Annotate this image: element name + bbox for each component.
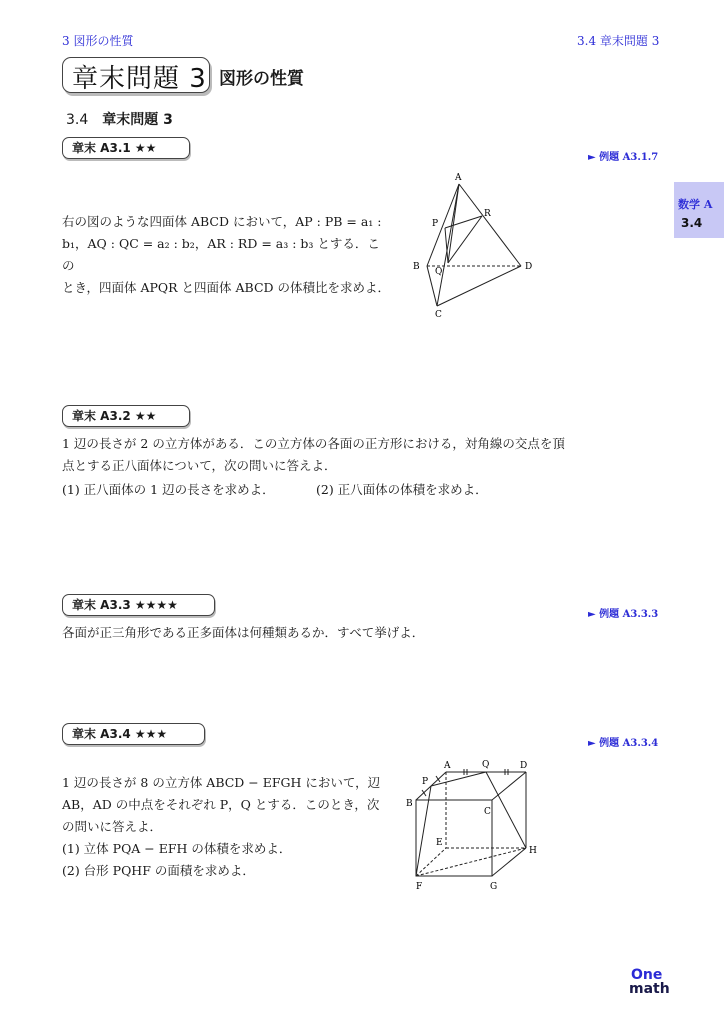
vertex-label: Q	[435, 267, 443, 277]
text-line: 各面が正三角形である正多面体は何種類あるか．すべて挙げよ．	[62, 625, 425, 640]
problem-text-a3-1	[62, 211, 392, 299]
vertex-label: A	[444, 761, 451, 771]
problem-label-a3-2: 章末 A3.2 ★★	[62, 405, 190, 427]
text-line: 点とする正八面体について，次の問いに答えよ．	[62, 458, 337, 473]
text-line: AB，AD の中点をそれぞれ P，Q とする．このとき，次	[62, 797, 380, 812]
text-line: 1 辺の長さが 2 の立方体がある．この立方体の各面の正方形における，対角線の交点を頂	[62, 436, 565, 451]
text-line: (2) 台形 PQHF の面積を求めよ．	[62, 863, 255, 878]
vertex-label: E	[436, 838, 443, 848]
vertex-label: A	[455, 173, 462, 183]
vertex-label: H	[529, 846, 537, 856]
problem-label-a3-4: 章末 A3.4 ★★★	[62, 723, 205, 745]
tetrahedron-figure	[405, 168, 545, 320]
side-tab-section: 3.4	[681, 216, 703, 230]
vertex-label: G	[490, 882, 498, 892]
vertex-label: C	[484, 807, 491, 817]
vertex-label: C	[435, 310, 442, 320]
problem-label-a3-3: 章末 A3.3 ★★★★	[62, 594, 215, 616]
text-line: 1 辺の長さが 8 の立方体 ABCD − EFGH において，辺	[62, 775, 381, 790]
vertex-label: P	[422, 777, 429, 787]
text-line: とき，四面体 APQR と四面体 ABCD の体積比を求めよ．	[62, 280, 391, 295]
section-number: 3.4	[66, 112, 89, 128]
vertex-label: D	[520, 761, 528, 771]
example-ref-link[interactable]: ► 例題 A3.3.3	[588, 609, 659, 620]
chapter-box-label: 章末問題 3	[72, 64, 207, 94]
example-ref-link[interactable]: ► 例題 A3.3.4	[588, 738, 659, 749]
text-line: 右の図のような四面体 ABCD において，AP : PB = a₁ :	[62, 214, 382, 229]
problem-text-a3-3	[62, 622, 582, 644]
text-line: b₁，AQ : QC = a₂ : b₂，AR : RD = a₃ : b₃ とする．この	[62, 236, 380, 273]
running-header-left: 3 図形の性質	[62, 34, 134, 48]
vertex-label: B	[406, 799, 413, 809]
text-line: (1) 立体 PQA − EFH の体積を求めよ．	[62, 841, 292, 856]
logo-line-2: math	[629, 981, 670, 997]
running-header-right: 3.4 章末問題 3	[577, 34, 660, 48]
section-heading	[66, 109, 173, 129]
text-line: の問いに答えよ．	[62, 819, 163, 834]
section-title: 章末問題 3	[102, 112, 173, 128]
vertex-label: Q	[482, 760, 490, 770]
example-ref-link[interactable]: ► 例題 A3.1.7	[588, 152, 659, 163]
side-tab-subject: 数学 A	[678, 198, 713, 211]
problem-label-a3-1: 章末 A3.1 ★★	[62, 137, 190, 159]
problem-text-a3-2	[62, 433, 582, 477]
logo-line-1: One	[631, 967, 663, 983]
vertex-label: D	[525, 262, 533, 272]
subquestion-1: (1) 正八面体の 1 辺の長さを求めよ．	[62, 482, 275, 497]
cube-figure	[400, 754, 550, 896]
chapter-title: 図形の性質	[219, 69, 304, 89]
vertex-label: P	[432, 219, 439, 229]
vertex-label: R	[484, 209, 491, 219]
problem-text-a3-4	[62, 772, 392, 882]
vertex-label: F	[416, 882, 423, 892]
vertex-label: B	[413, 262, 420, 272]
subquestion-2: (2) 正八面体の体積を求めよ．	[316, 482, 488, 497]
